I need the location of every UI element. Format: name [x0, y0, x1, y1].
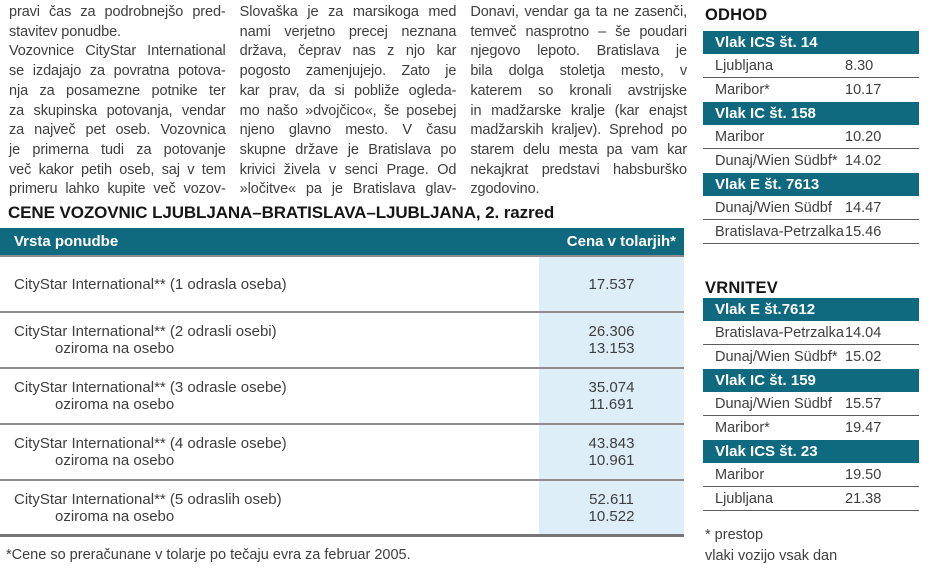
station-name: Dunaj/Wien Südbf [715, 199, 832, 216]
stop-row [703, 321, 919, 345]
stop-time: 14.04 [845, 324, 882, 341]
offer-column-header: Vrsta ponudbe [14, 233, 119, 250]
train-header-band [703, 102, 919, 125]
text-line: kar prav, da si pobliže ogleda- [239, 82, 457, 99]
return-section-title: VRNITEV [705, 279, 778, 297]
price-table-footnote: *Cene so preračunane v tolarje po tečaju evra za februar 2005. [6, 547, 411, 563]
text-line: pogosto zamenjujejo. Zato je [239, 63, 457, 80]
offer-cell [0, 481, 539, 534]
price-per-person-value: 10.522 [588, 507, 635, 525]
stop-row [703, 54, 919, 78]
stop-time: 15.02 [845, 349, 882, 365]
note-transfer: * prestop [705, 527, 764, 543]
text-line: pravi čas za podrobnejšo pred- [9, 4, 226, 20]
offer-sublabel: oziroma na osebo [55, 396, 175, 413]
offer-sublabel: oziroma na osebo [55, 452, 175, 469]
note-daily-service: vlaki vozijo vsak dan [705, 547, 838, 564]
text-line: katerem so kronali avstrijske [470, 82, 688, 99]
text-line: in madžarske kralje (kar enajst [470, 102, 688, 119]
text-line: primeru lahko kupite več vozov- [9, 181, 226, 198]
price-cell [539, 313, 684, 367]
train-label: Vlak IC št. 158 [715, 105, 816, 122]
train-schedule-panel [703, 0, 919, 566]
train-label: Vlak ICS št. 23 [715, 443, 818, 460]
price-value: 17.537 [588, 275, 635, 293]
price-column-header: Cena v tolarjih* [566, 233, 676, 250]
text-line: njegovo lepoto. Bratislava je [470, 43, 688, 60]
offer-label: CityStar International** (1 odrasla oseba) [14, 275, 287, 293]
offer-label: CityStar International** (5 odraslih oseb) [14, 490, 282, 508]
stop-row [703, 78, 919, 102]
price-table-row [0, 257, 684, 313]
stop-time: 19.50 [845, 466, 882, 483]
stop-time: 15.57 [845, 395, 882, 412]
station-name: Bratislava-Petrzalka [715, 324, 844, 341]
text-line: država, čeprav nas z njo kar [239, 43, 457, 60]
price-cell [539, 369, 684, 423]
station-name: Maribor [715, 466, 765, 483]
offer-cell [0, 425, 539, 479]
train-header-band [703, 369, 919, 392]
train-label: Vlak ICS št. 14 [715, 34, 818, 51]
offer-label: CityStar International** (2 odrasli osebi) [14, 323, 277, 340]
price-table-row [0, 481, 684, 537]
text-line: Vozovnice CityStar International [9, 43, 226, 60]
stop-time: 21.38 [845, 490, 882, 507]
price-per-person-value: 10.961 [588, 452, 635, 469]
stop-time: 10.17 [845, 82, 882, 98]
article-column-3 [470, 3, 687, 200]
text-line: Donavi, vendar ga ta ne zasenči, [470, 4, 688, 20]
stop-row [703, 345, 919, 369]
stop-row [703, 196, 919, 220]
offer-label: CityStar International** (4 odrasle osebe) [14, 435, 287, 452]
schedule-notes [703, 525, 919, 566]
price-per-person-value: 11.691 [589, 396, 634, 413]
train-header-band [703, 173, 919, 196]
offer-cell [0, 313, 539, 367]
text-line: stavitev ponudbe. [9, 23, 121, 40]
text-line: Slovaška je za marsikoga med [239, 4, 457, 20]
article-text-columns [9, 3, 687, 200]
train-label: Vlak E št.7612 [715, 301, 816, 318]
text-line: je primerna tudi za potovanje [9, 141, 226, 158]
text-line: starem delu mesta pa vam kar [470, 141, 688, 158]
text-line: »ločitve« pa je Bratislava glav- [239, 181, 457, 198]
train-label: Vlak IC št. 159 [715, 372, 816, 389]
price-table [0, 228, 684, 537]
station-name: Maribor* [715, 420, 770, 436]
stop-row [703, 392, 919, 416]
text-line: nekajkrat predstavi habsburško [470, 161, 688, 178]
stop-time: 19.47 [845, 420, 882, 436]
train-header-band [703, 298, 919, 321]
departure-section-title: ODHOD [705, 6, 768, 24]
price-cell [539, 257, 684, 311]
price-value: 52.611 [589, 490, 634, 508]
price-table-row [0, 313, 684, 369]
text-line: bila dolga stoletja mesto, v [470, 63, 688, 80]
station-name: Maribor [715, 128, 765, 145]
station-name: Bratislava-Petrzalka [715, 223, 844, 240]
text-line: nja za posamezne potnike ter [9, 82, 226, 99]
article-column-2 [240, 3, 457, 200]
stop-row [703, 463, 919, 487]
offer-label: CityStar International** (3 odrasle osebe) [14, 379, 287, 396]
train-header-band [703, 31, 919, 54]
price-table-title: CENE VOZOVNIC LJUBLJANA–BRATISLAVA–LJUBLJANA, 2. razred [8, 203, 555, 222]
stop-time: 15.46 [845, 223, 882, 240]
text-line: za največ pet oseb. Vozovnica [9, 122, 226, 139]
offer-cell [0, 369, 539, 423]
text-line: madžarskih kraljev). Sprehod po [470, 122, 688, 139]
text-line: za skupinska potovanja, vendar [9, 102, 226, 119]
price-table-row [0, 425, 684, 481]
stop-row [703, 149, 919, 173]
station-name: Maribor* [715, 82, 770, 98]
price-table-header-row [0, 228, 684, 257]
text-line: zgodovino. [470, 181, 540, 198]
text-line: več kakor petih oseb, saj v tem [9, 161, 226, 178]
station-name: Ljubljana [715, 490, 774, 507]
station-name: Dunaj/Wien Südbf [715, 395, 832, 412]
text-line: skupne države je Bratislava po [239, 141, 457, 158]
price-value: 26.306 [588, 323, 635, 340]
offer-cell [0, 257, 539, 311]
stop-time: 14.02 [845, 153, 882, 169]
stop-time: 14.47 [845, 199, 882, 216]
station-name: Ljubljana [715, 57, 774, 74]
offer-sublabel: oziroma na osebo [55, 507, 175, 525]
text-line: njeno glavno mesto. V času [239, 122, 457, 139]
station-name: Dunaj/Wien Südbf* [715, 349, 838, 365]
train-label: Vlak E št. 7613 [715, 176, 820, 193]
text-line: nami verjetno precej neznana [239, 23, 457, 40]
price-per-person-value: 13.153 [588, 340, 635, 357]
article-column-1 [9, 3, 226, 200]
text-line: mo našo »dvojčico«, še posebej [239, 102, 457, 119]
stop-row [703, 220, 919, 244]
text-line: temveč nasprotno – še poudari [470, 23, 688, 40]
stop-row [703, 487, 919, 511]
stop-time: 8.30 [845, 57, 874, 74]
price-value: 43.843 [588, 435, 635, 452]
train-header-band [703, 440, 919, 463]
price-cell [539, 481, 684, 534]
price-cell [539, 425, 684, 479]
offer-sublabel: oziroma na osebo [55, 340, 175, 357]
price-table-row [0, 369, 684, 425]
price-value: 35.074 [588, 379, 635, 396]
station-name: Dunaj/Wien Südbf* [715, 153, 838, 169]
text-line: se izdajajo za povratna potova- [9, 63, 226, 80]
stop-row [703, 416, 919, 440]
stop-time: 10.20 [845, 128, 882, 145]
text-line: krivici živela v senci Prage. Od [239, 161, 457, 178]
stop-row [703, 125, 919, 149]
